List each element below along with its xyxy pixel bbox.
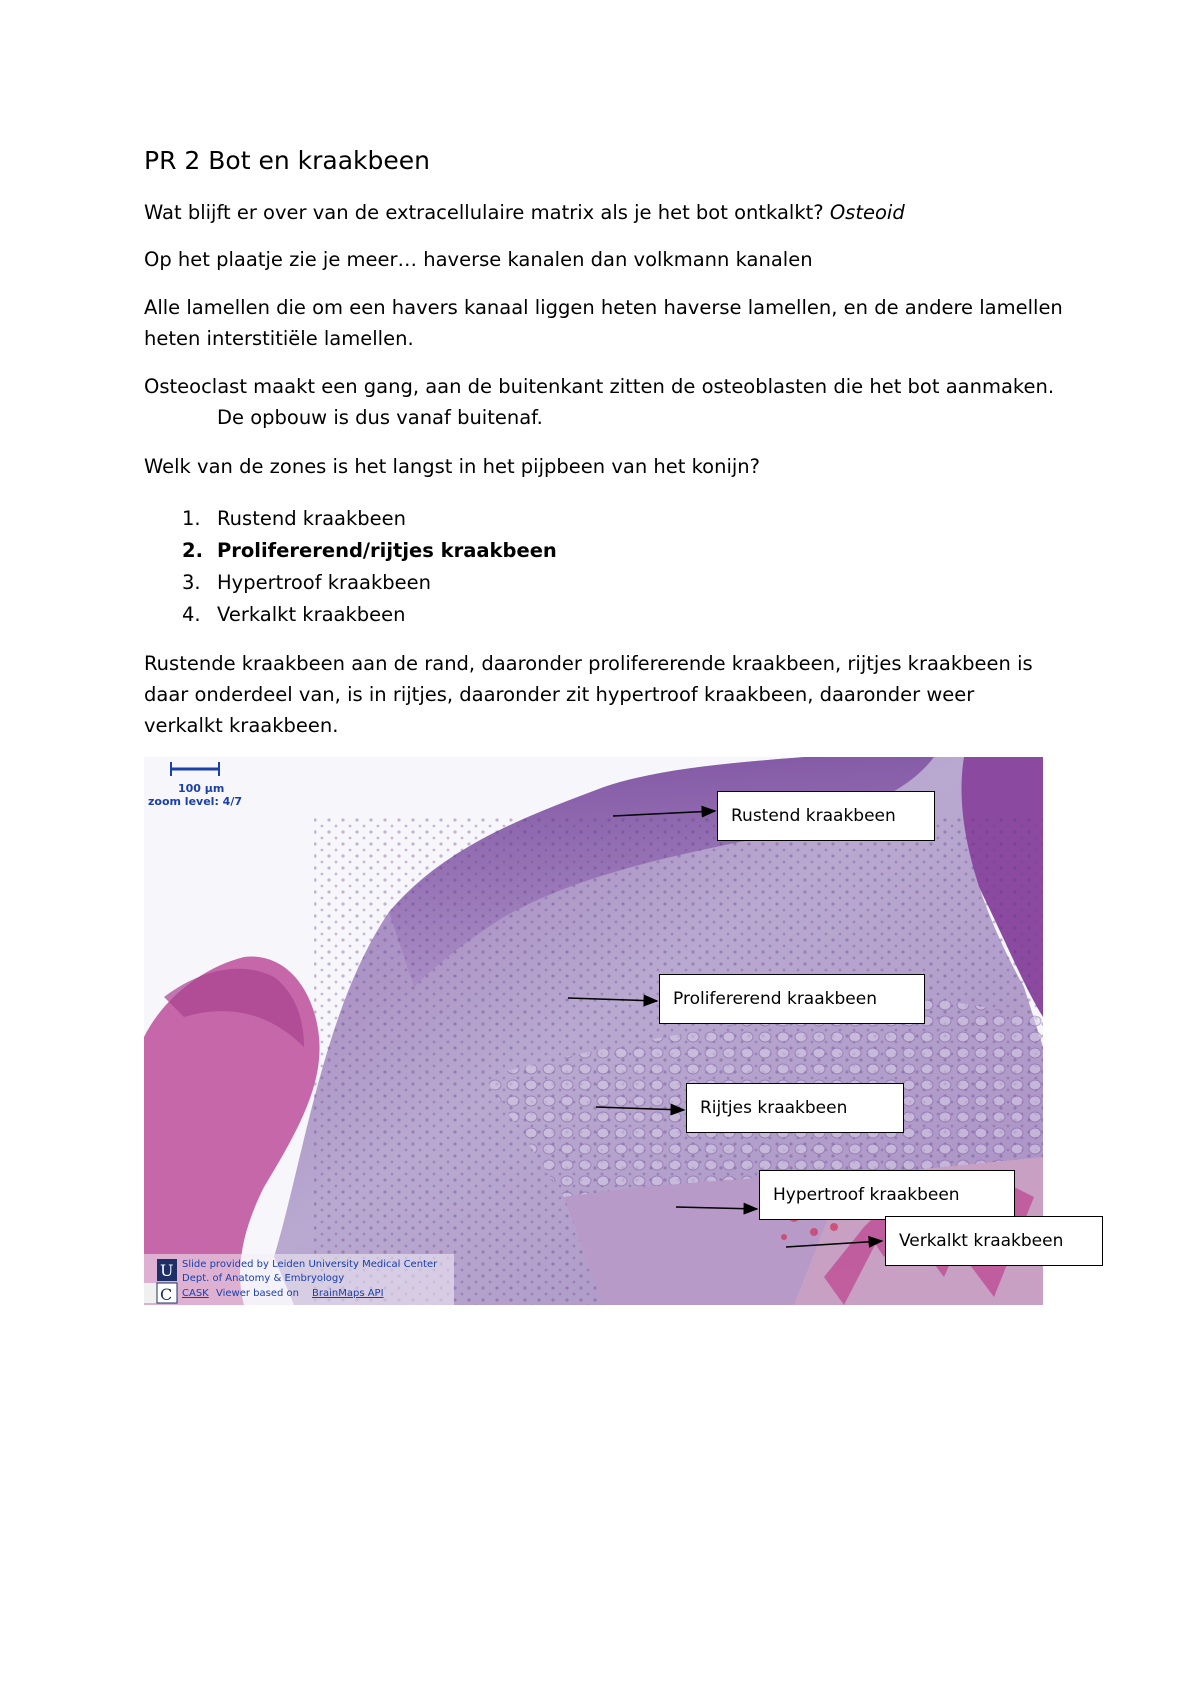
credit-line-2: Dept. of Anatomy & Embryology (182, 1273, 345, 1284)
question-1-text: Wat blijft er over van de extracellulaire matrix als je het bot ontkalkt? (144, 201, 824, 224)
paragraph-summary-3: verkalkt kraakbeen. (144, 714, 339, 737)
question-1-answer: Osteoid (829, 201, 905, 224)
credit-line-3: Viewer based on (216, 1288, 299, 1299)
list-item: 2. Prolifererend/rijtjes kraakbeen (182, 539, 557, 562)
label-rustend-kraakbeen: Rustend kraakbeen (717, 791, 935, 841)
brainmaps-link[interactable]: BrainMaps API (312, 1288, 384, 1299)
label-prolifererend-kraakbeen: Prolifererend kraakbeen (659, 974, 925, 1024)
list-item: 3. Hypertroof kraakbeen (182, 571, 431, 594)
label-verkalkt-kraakbeen: Verkalkt kraakbeen (885, 1216, 1103, 1266)
list-item: 1. Rustend kraakbeen (182, 507, 407, 530)
zones-list (144, 503, 557, 631)
svg-text:C: C (160, 1285, 173, 1304)
paragraph-osteoclast-2: De opbouw is dus vanaf buitenaf. (217, 406, 543, 429)
paragraph-osteoclast-1: Osteoclast maakt een gang, aan de buitenkant zitten de osteoblasten die het bot aanmaken. (144, 375, 1055, 398)
svg-text:U: U (160, 1261, 174, 1280)
paragraph-haverse: Op het plaatje zie je meer… haverse kanalen dan volkmann kanalen (144, 248, 813, 271)
label-rijtjes-kraakbeen: Rijtjes kraakbeen (686, 1083, 904, 1133)
page-title: PR 2 Bot en kraakbeen (144, 146, 430, 175)
question-1 (144, 197, 905, 228)
scale-label: 100 µm (178, 782, 225, 795)
question-2: Welk van de zones is het langst in het pijpbeen van het konijn? (144, 455, 761, 478)
cask-link[interactable]: CASK (182, 1288, 209, 1299)
label-hypertroof-kraakbeen: Hypertroof kraakbeen (759, 1170, 1015, 1220)
credit-line-1: Slide provided by Leiden University Medical Center (182, 1259, 438, 1270)
paragraph-lamellen-2: heten interstitiële lamellen. (144, 327, 414, 350)
paragraph-summary-2: daar onderdeel van, is in rijtjes, daaronder zit hypertroof kraakbeen, daaronder weer (144, 683, 975, 706)
zoom-label: zoom level: 4/7 (148, 795, 242, 808)
paragraph-lamellen-1: Alle lamellen die om een havers kanaal liggen heten haverse lamellen, en de andere lamellen (144, 296, 1063, 319)
paragraph-summary-1: Rustende kraakbeen aan de rand, daaronder prolifererende kraakbeen, rijtjes kraakbeen is (144, 652, 1033, 675)
list-item: 4. Verkalkt kraakbeen (182, 603, 406, 626)
